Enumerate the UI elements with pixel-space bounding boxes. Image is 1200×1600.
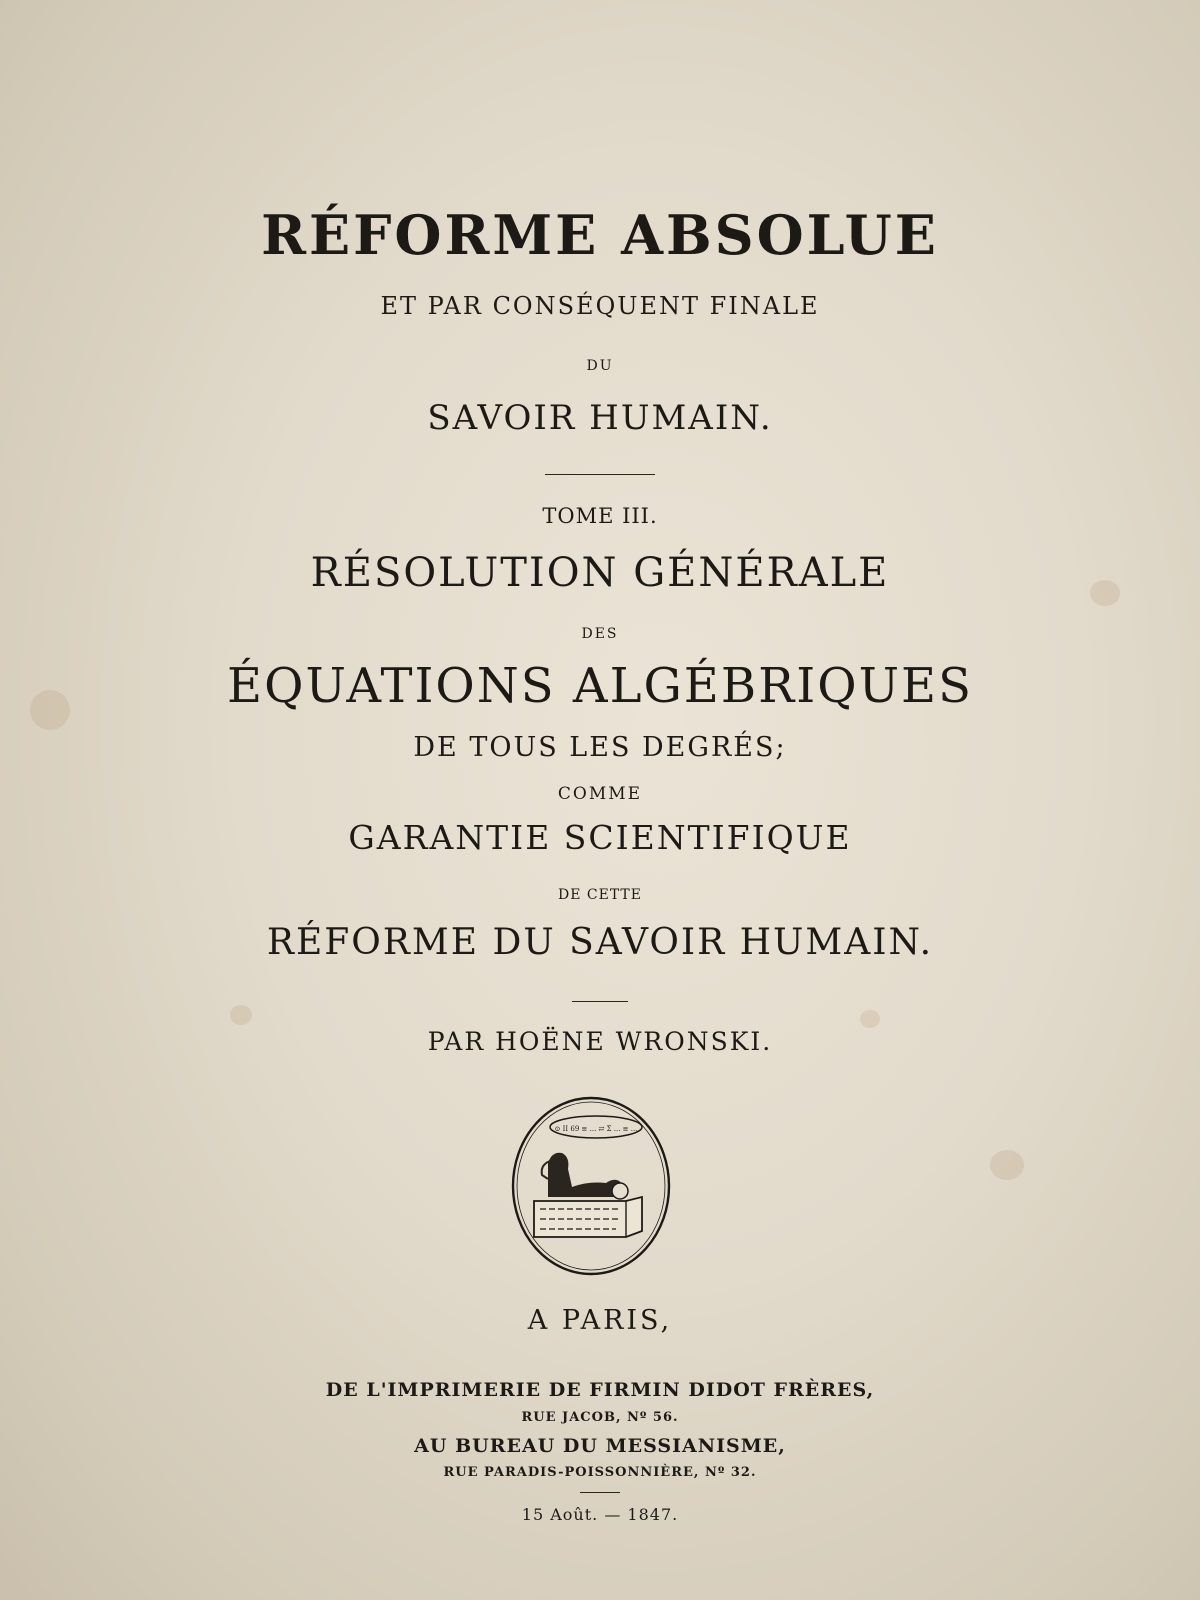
zodiac-ring xyxy=(550,1116,642,1138)
seal-ring-text: ⊙ II 69 ≡ ... ⇄ Σ ... ≡ ... xyxy=(554,1125,638,1133)
pedestal-icon xyxy=(534,1197,642,1237)
volume-label: TOME III. xyxy=(542,504,658,528)
subtitle-line-1: ET PAR CONSÉQUENT FINALE xyxy=(380,292,820,320)
work-title-line-2: ÉQUATIONS ALGÉBRIQUES xyxy=(227,658,973,714)
connector-des: DES xyxy=(581,626,619,642)
divider-rule xyxy=(572,1001,628,1002)
divider-rule xyxy=(545,474,655,475)
imprint-city: A PARIS, xyxy=(527,1305,673,1336)
connector-de-cette: DE CETTE xyxy=(558,887,642,903)
sphinx-icon xyxy=(542,1153,628,1199)
imprint-bureau: AU BUREAU DU MESSIANISME, xyxy=(414,1435,786,1457)
work-title-line-5: RÉFORME DU SAVOIR HUMAIN. xyxy=(266,922,934,963)
imprint-bureau-address: RUE PARADIS-POISSONNIÈRE, Nº 32. xyxy=(443,1465,757,1480)
divider-rule xyxy=(580,1492,620,1493)
foxing-spot xyxy=(860,1010,880,1028)
imprint-printer: DE L'IMPRIMERIE DE FIRMIN DIDOT FRÈRES, xyxy=(325,1379,875,1401)
imprint-printer-address: RUE JACOB, Nº 56. xyxy=(521,1410,679,1425)
author-line: PAR HOËNE WRONSKI. xyxy=(427,1027,773,1056)
work-title-line-1: RÉSOLUTION GÉNÉRALE xyxy=(310,550,890,596)
foxing-spot xyxy=(990,1150,1024,1180)
connector-comme: COMME xyxy=(557,784,643,804)
connector-du: DU xyxy=(586,358,614,374)
main-title: RÉFORME ABSOLUE xyxy=(261,203,939,267)
publication-date: 15 Août. — 1847. xyxy=(521,1505,679,1524)
work-title-line-4: GARANTIE SCIENTIFIQUE xyxy=(348,818,852,857)
subtitle-line-2: SAVOIR HUMAIN. xyxy=(427,398,773,438)
work-title-line-3: DE TOUS LES DEGRÉS; xyxy=(413,732,787,763)
foxing-spot xyxy=(230,1005,252,1025)
printer-seal xyxy=(510,1095,672,1277)
